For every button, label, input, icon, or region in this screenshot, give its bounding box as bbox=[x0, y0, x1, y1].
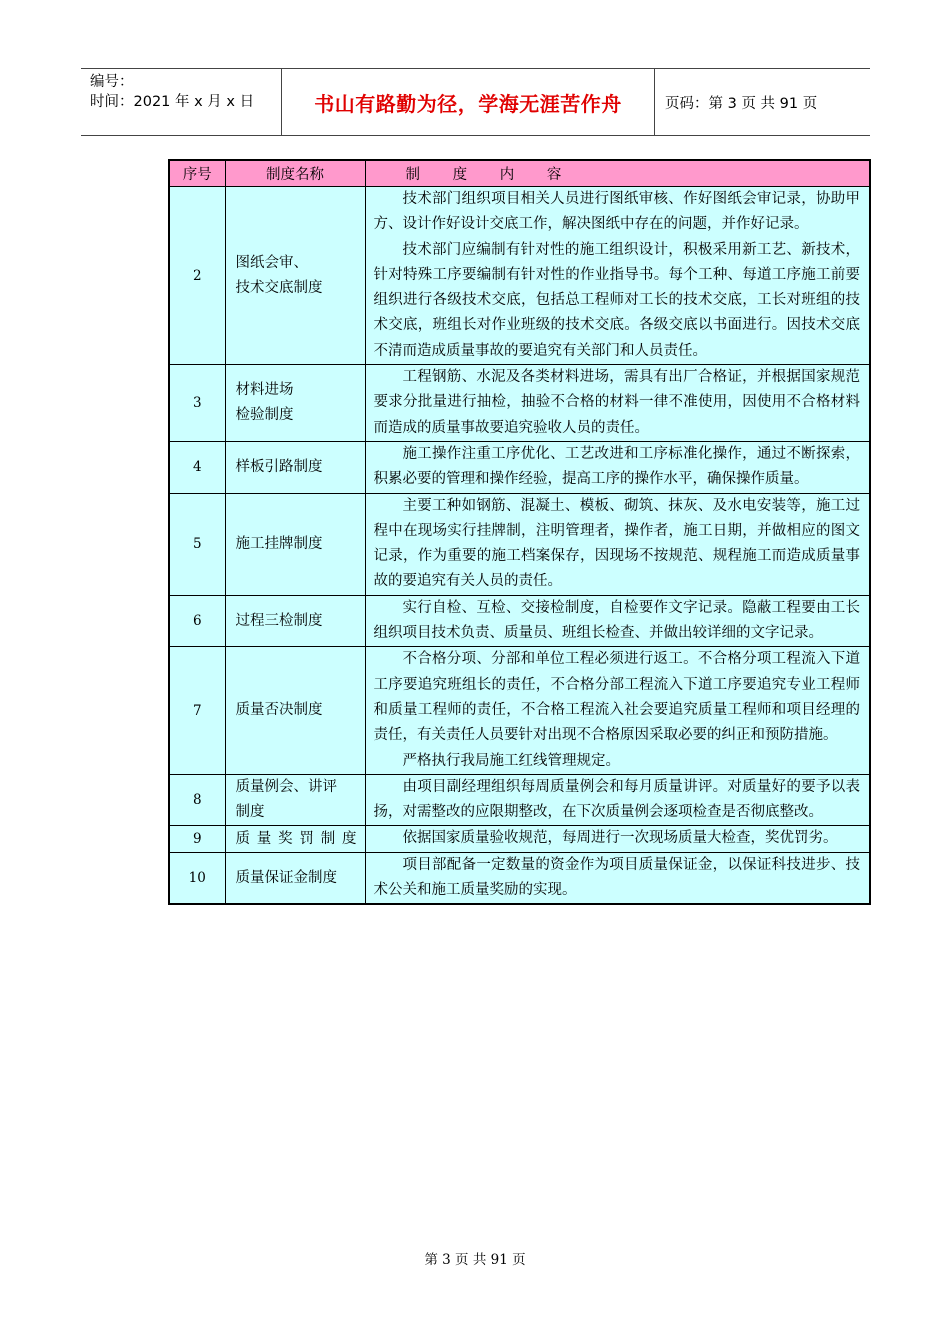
table-body bbox=[169, 187, 870, 905]
regulation-table bbox=[168, 159, 871, 905]
content-paragraph: 依据国家质量验收规范，每周进行一次现场质量大检查，奖优罚劣。 bbox=[402, 830, 838, 847]
regulation-content bbox=[365, 595, 870, 647]
regulation-name-line: 质量否决制度 bbox=[235, 702, 323, 719]
table-row bbox=[169, 365, 870, 442]
table-row bbox=[169, 187, 870, 365]
content-paragraph: 项目部配备一定数量的资金作为项目质量保证金，以保证科技进步、技术公关和施工质量奖励的实现。 bbox=[373, 856, 860, 899]
content-paragraph: 由项目副经理组织每周质量例会和每月质量讲评。对质量好的要予以表扬，对需整改的应限期整改，在下次质量例会逐项检查是否彻底整改。 bbox=[373, 778, 860, 821]
code-label: 编号： bbox=[90, 74, 134, 90]
regulation-content bbox=[365, 441, 870, 493]
regulation-content bbox=[365, 493, 870, 595]
content-paragraph: 不合格分项、分部和单位工程必须进行返工。不合格分项工程流入下道工序要追究班组长的责任，不合格分部工程流入下道工序要追究专业工程师和质量工程师的责任，不合格工程流入社会要追究质量工程师和项目经理的责任，有关责任人员要针对出现不合格原因采取必要的纠正和预防措施。 bbox=[373, 651, 860, 744]
regulation-name-line: 检验制度 bbox=[235, 407, 294, 424]
row-number: 8 bbox=[169, 774, 225, 826]
regulation-name-line: 质量保证金制度 bbox=[235, 869, 337, 886]
regulation-name-line: 样板引路制度 bbox=[235, 458, 323, 475]
regulation-content bbox=[365, 187, 870, 365]
row-number: 2 bbox=[169, 187, 225, 365]
content-paragraph: 技术部门组织项目相关人员进行图纸审核、作好图纸会审记录，协助甲方、设计作好设计交底工作，解决图纸中存在的问题，并作好记录。 bbox=[373, 191, 860, 233]
regulation-content bbox=[365, 647, 870, 774]
content-paragraph: 工程钢筋、水泥及各类材料进场，需具有出厂合格证，并根据国家规范要求分批量进行抽检，抽验不合格的材料一律不准使用，因使用不合格材料而造成的质量事故要追究验收人员的责任。 bbox=[373, 369, 860, 436]
regulation-name-line: 图纸会审、 bbox=[235, 254, 308, 271]
content-paragraph: 严格执行我局施工红线管理规定。 bbox=[402, 752, 620, 769]
regulation-name-line: 制度 bbox=[235, 804, 265, 821]
row-number: 4 bbox=[169, 441, 225, 493]
regulation-name-line: 施工挂牌制度 bbox=[235, 535, 323, 552]
table-row bbox=[169, 595, 870, 647]
page-footer: 第 3 页 共 91 页 bbox=[424, 1252, 526, 1268]
header-page-info: 页码：第 3 页 共 91 页 bbox=[665, 95, 818, 112]
regulation-name-line: 材料进场 bbox=[235, 382, 294, 399]
regulation-name-line: 过程三检制度 bbox=[235, 612, 323, 629]
regulation-name bbox=[225, 187, 365, 365]
row-number: 3 bbox=[169, 365, 225, 442]
header-motto: 书山有路勤为径，学海无涯苦作舟 bbox=[282, 69, 655, 135]
content-paragraph: 施工操作注重工序优化、工艺改进和工序标准化操作，通过不断探索，积累必要的管理和操作经验，提高工序的操作水平，确保操作质量。 bbox=[373, 445, 860, 488]
row-number: 10 bbox=[169, 852, 225, 904]
regulation-name bbox=[225, 826, 365, 852]
regulation-name bbox=[225, 365, 365, 442]
regulation-name-line: 技术交底制度 bbox=[235, 279, 323, 296]
date-label: 时间：2021 年 x 月 x 日 bbox=[90, 94, 255, 110]
table-row bbox=[169, 774, 870, 826]
page-header bbox=[81, 68, 870, 136]
header-meta bbox=[81, 69, 282, 135]
regulation-name bbox=[225, 774, 365, 826]
content-paragraph: 实行自检、互检、交接检制度，自检要作文字记录。隐蔽工程要由工长组织项目技术负责、质量员、班组长检查、并做出较详细的文字记录。 bbox=[373, 599, 860, 642]
regulation-name bbox=[225, 595, 365, 647]
regulation-content bbox=[365, 826, 870, 852]
table-row bbox=[169, 852, 870, 904]
regulation-name bbox=[225, 493, 365, 595]
content-paragraph: 技术部门应编制有针对性的施工组织设计，积极采用新工艺、新技术，针对特殊工序要编制有针对性的作业指导书。每个工种、每道工序施工前要组织进行各级技术交底，包括总工程师对工长的技术交底，工长对班组的技术交底，班组长对作业班级的技术交底。各级交底以书面进行。因技术交底不清而造成质量事故的要追究有关部门和人员责任。 bbox=[373, 241, 860, 359]
column-header-no: 序号 bbox=[169, 160, 225, 187]
table-row bbox=[169, 826, 870, 852]
row-number: 5 bbox=[169, 493, 225, 595]
table-row bbox=[169, 647, 870, 774]
regulation-name bbox=[225, 441, 365, 493]
content-paragraph: 主要工种如钢筋、混凝土、模板、砌筑、抹灰、及水电安装等，施工过程中在现场实行挂牌制，注明管理者，操作者，施工日期，并做相应的图文记录，作为重要的施工档案保存，因现场不按规范、规程施工而造成质量事故的要追究有关人员的责任。 bbox=[373, 497, 860, 590]
column-header-name: 制度名称 bbox=[225, 160, 365, 187]
regulation-content bbox=[365, 774, 870, 826]
row-number: 9 bbox=[169, 826, 225, 852]
regulation-name bbox=[225, 647, 365, 774]
regulation-name bbox=[225, 852, 365, 904]
regulation-content bbox=[365, 365, 870, 442]
table-row bbox=[169, 441, 870, 493]
table-header-row bbox=[169, 160, 870, 187]
table-row bbox=[169, 493, 870, 595]
regulation-content bbox=[365, 852, 870, 904]
regulation-name-line: 质量例会、讲评 bbox=[235, 779, 337, 796]
row-number: 7 bbox=[169, 647, 225, 774]
column-header-content: 制 度 内 容 bbox=[365, 160, 870, 187]
row-number: 6 bbox=[169, 595, 225, 647]
regulation-name-line: 质量奖罚制度 bbox=[235, 830, 357, 847]
